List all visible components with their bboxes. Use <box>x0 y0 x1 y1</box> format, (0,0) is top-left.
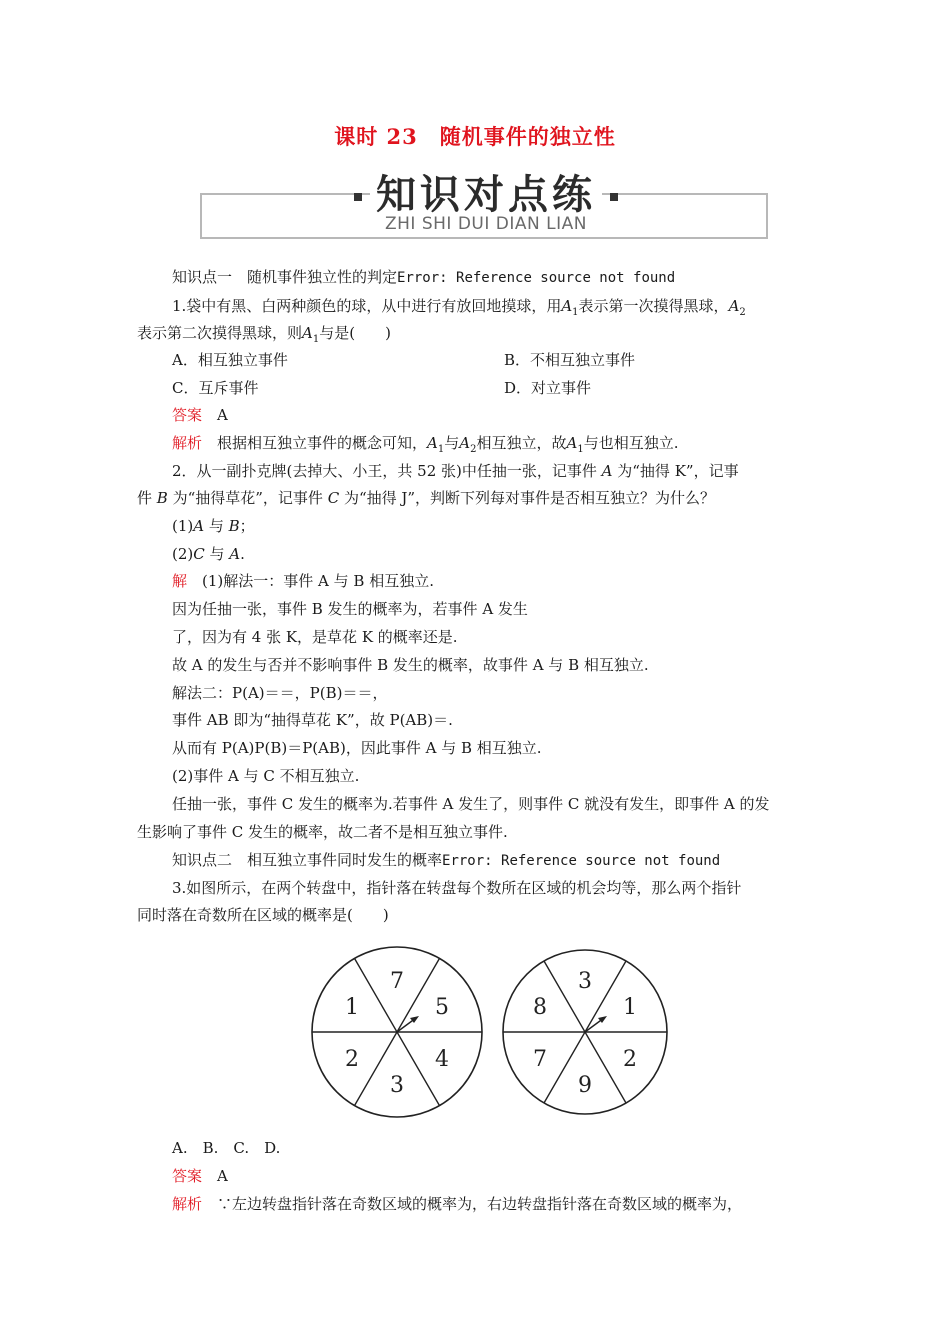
right-spinner <box>503 950 667 1114</box>
solution-line-4: 故 A 的发生与否并不影响事件 B 发生的概率，故事件 A 与 B 相互独立. <box>172 656 649 674</box>
solution-line-5: 解法二：P(A)＝＝，P(B)＝＝， <box>172 684 388 702</box>
question-2-line-1: 2．从一副扑克牌(去掉大、小王，共 52 张)中任抽一张，记事件 A 为“抽得 K”，记事 <box>172 462 739 480</box>
left-spinner-number: 2 <box>345 1047 359 1072</box>
left-spinner-number: 5 <box>435 995 449 1020</box>
left-spinner-number: 3 <box>390 1073 404 1098</box>
question-1-line-1: 1.袋中有黑、白两种颜色的球，从中进行有放回地摸球，用$A_1$表示第一次摸得黑球，$A_2$ <box>172 297 746 318</box>
question-2-part-2: (2)C 与 A. <box>172 545 245 563</box>
right-spinner-number: 3 <box>578 969 592 994</box>
left-spinner-number: 1 <box>345 995 359 1020</box>
solution-line-1: 解 (1)解法一：事件 A 与 B 相互独立. <box>172 572 434 590</box>
right-spinner-number: 8 <box>533 995 547 1020</box>
answer-1: 答案 A <box>172 406 228 424</box>
solution-line-7: 从而有 P(A)P(B)＝P(AB)，因此事件 A 与 B 相互独立. <box>172 739 542 757</box>
error-reference-2: Error: Reference source not found <box>442 853 721 869</box>
question-1-line-2: 表示第二次摸得黑球，则$A_1$与是( ) <box>137 324 391 345</box>
explanation-label: 解析 <box>172 434 203 452</box>
option-a: A．相互独立事件 <box>172 351 288 369</box>
question-3-line-1: 3.如图所示，在两个转盘中，指针落在转盘每个数所在区域的机会均等，那么两个指针 <box>172 879 742 897</box>
left-spinner-number: 7 <box>390 969 404 994</box>
right-spinner-number: 7 <box>533 1047 547 1072</box>
right-spinner-number: 1 <box>623 995 637 1020</box>
question-3-options: A. B. C. D. <box>172 1139 281 1157</box>
knowledge-point-1: 知识点一 随机事件独立性的判定Error: Reference source not found <box>172 268 676 286</box>
solution-line-3: 了，因为有 4 张 K，是草花 K 的概率还是. <box>172 628 458 646</box>
left-spinner <box>312 947 482 1117</box>
error-reference-1: Error: Reference source not found <box>397 270 676 286</box>
question-2-line-2: 件 B 为“抽得草花”，记事件 C 为“抽得 J”，判断下列每对事件是否相互独立？为什么？ <box>137 489 716 507</box>
question-2-part-1: (1)A 与 B； <box>172 517 255 535</box>
option-c: C．互斥事件 <box>172 379 259 397</box>
knowledge-point-2: 知识点二 相互独立事件同时发生的概率Error: Reference source not found <box>172 851 721 869</box>
answer-3: 答案 A <box>172 1167 228 1185</box>
spinner-figure <box>300 934 684 1134</box>
right-spinner-number: 9 <box>578 1073 592 1098</box>
section-banner <box>200 163 772 241</box>
explanation-1: 解析 根据相互独立事件的概念可知，$A_1$与$A_2$相互独立，故$A_1$与也相互独立. <box>172 434 679 455</box>
left-spinner-number: 4 <box>435 1047 449 1072</box>
explanation-3: 解析 ∵左边转盘指针落在奇数区域的概率为，右边转盘指针落在奇数区域的概率为， <box>172 1195 743 1213</box>
answer-label: 答案 <box>172 406 203 424</box>
option-b: B．不相互独立事件 <box>504 351 636 369</box>
lesson-title: 课时 23 随机事件的独立性 <box>334 124 616 149</box>
solution-line-6: 事件 AB 即为“抽得草花 K”，故 P(AB)＝. <box>172 711 453 729</box>
option-d: D．对立事件 <box>504 379 592 397</box>
solution-line-8: (2)事件 A 与 C 不相互独立. <box>172 767 360 785</box>
spinner-wheels-svg <box>300 934 684 1134</box>
banner-heading: 知识对点练 <box>370 172 602 218</box>
right-spinner-number: 2 <box>623 1047 637 1072</box>
question-3-line-2: 同时落在奇数所在区域的概率是( ) <box>137 906 389 924</box>
solution-line-2: 因为任抽一张，事件 B 发生的概率为，若事件 A 发生 <box>172 600 528 618</box>
banner-pinyin: ZHI SHI DUI DIAN LIAN <box>385 214 587 234</box>
solution-label: 解 <box>172 572 188 590</box>
solution-line-10: 生影响了事件 C 发生的概率，故二者不是相互独立事件. <box>137 823 508 841</box>
solution-line-9: 任抽一张，事件 C 发生的概率为.若事件 A 发生了，则事件 C 就没有发生，即事件 A 的发 <box>172 795 770 813</box>
banner-square-left-icon <box>354 193 362 201</box>
banner-square-right-icon <box>610 193 618 201</box>
